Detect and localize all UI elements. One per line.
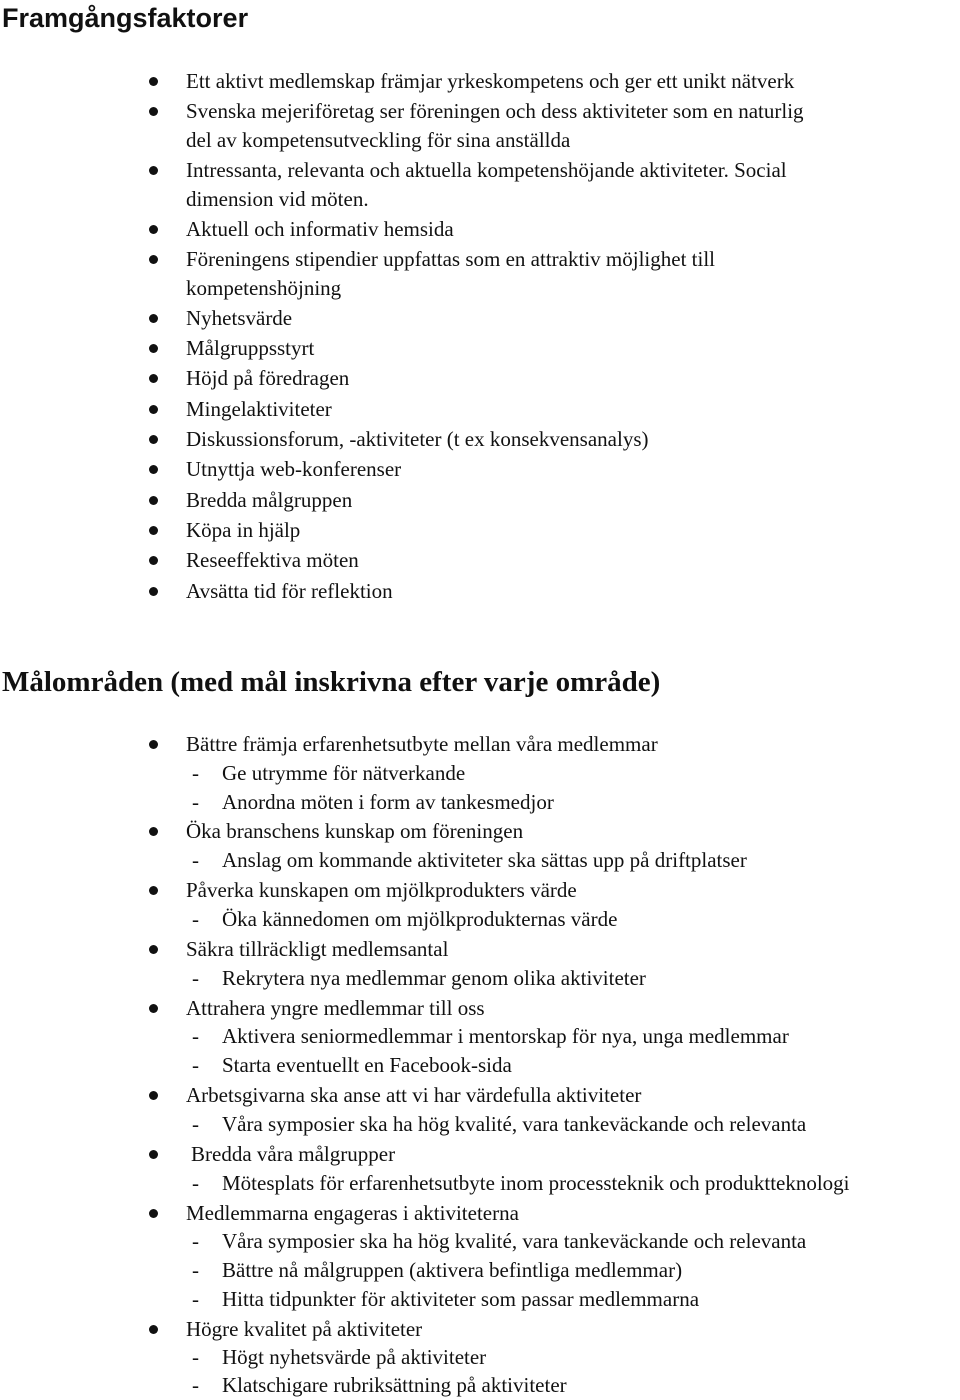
dash-marker: - [192, 1024, 199, 1048]
bullet-icon [149, 945, 158, 954]
list-item: Höjd på föredragen [186, 366, 350, 390]
bullet-icon [149, 886, 158, 895]
sub-item: Anordna möten i form av tankesmedjor [222, 790, 554, 814]
list-item: Köpa in hjälp [186, 518, 301, 542]
list-item: Föreningens stipendier uppfattas som en attraktiv möjlighet till [186, 247, 715, 271]
bullet-icon [149, 314, 158, 323]
dash-marker: - [192, 1258, 199, 1282]
dash-marker: - [192, 1112, 199, 1136]
dash-marker: - [192, 907, 199, 931]
list-item: Medlemmarna engageras i aktiviteterna [186, 1201, 519, 1225]
list-item: Aktuell och informativ hemsida [186, 217, 454, 241]
list-item: Utnyttja web-konferenser [186, 457, 402, 481]
bullet-icon [149, 827, 158, 836]
dash-marker: - [192, 1171, 199, 1195]
list-item: Intressanta, relevanta och aktuella kompetenshöjande aktiviteter. Social [186, 158, 787, 182]
bullet-icon [149, 740, 158, 749]
sub-item: Rekrytera nya medlemmar genom olika aktiviteter [222, 966, 646, 990]
bullet-icon [149, 1004, 158, 1013]
list-item: Bredda våra målgrupper [191, 1142, 396, 1166]
sub-item: Ge utrymme för nätverkande [222, 761, 466, 785]
list-item: Målgruppsstyrt [186, 336, 315, 360]
dash-marker: - [192, 848, 199, 872]
list-item: Mingelaktiviteter [186, 397, 332, 421]
bullet-icon [149, 374, 158, 383]
bullet-icon [149, 1209, 158, 1218]
sub-item: Bättre nå målgruppen (aktivera befintliga medlemmar) [222, 1258, 683, 1282]
dash-marker: - [192, 1229, 199, 1253]
dash-marker: - [192, 790, 199, 814]
sub-item: Hitta tidpunkter för aktiviteter som passar medlemmarna [222, 1287, 700, 1311]
bullet-icon [149, 1325, 158, 1334]
sub-item: Högt nyhetsvärde på aktiviteter [222, 1345, 487, 1369]
sub-item: Våra symposier ska ha hög kvalité, vara tankeväckande och relevanta [222, 1229, 807, 1253]
bullet-icon [149, 107, 158, 116]
list-item-continuation: kompetenshöjning [186, 276, 342, 300]
bullet-icon [149, 496, 158, 505]
list-item: Bättre främja erfarenhetsutbyte mellan våra medlemmar [186, 732, 658, 756]
list-item: Arbetsgivarna ska anse att vi har värdefulla aktiviteter [186, 1083, 642, 1107]
bullet-icon [149, 526, 158, 535]
section-title-framgangsfaktorer: Framgångsfaktorer [2, 3, 249, 33]
bullet-icon [149, 556, 158, 565]
bullet-icon [149, 465, 158, 474]
sub-item: Aktivera seniormedlemmar i mentorskap för nya, unga medlemmar [222, 1024, 789, 1048]
list-item: Avsätta tid för reflektion [186, 579, 393, 603]
list-item: Nyhetsvärde [186, 306, 293, 330]
list-item: Svenska mejeriföretag ser föreningen och dess aktiviteter som en naturlig [186, 99, 804, 123]
dash-marker: - [192, 1053, 199, 1077]
bullet-icon [149, 1150, 158, 1159]
list-item: Ett aktivt medlemskap främjar yrkeskompetens och ger ett unikt nätverk [186, 69, 795, 93]
bullet-icon [149, 344, 158, 353]
sub-item: Öka kännedomen om mjölkprodukternas värde [222, 907, 618, 931]
bullet-icon [149, 435, 158, 444]
bullet-icon [149, 255, 158, 264]
dash-marker: - [192, 1373, 199, 1397]
dash-marker: - [192, 1345, 199, 1369]
list-item: Reseeffektiva möten [186, 548, 359, 572]
list-item: Säkra tillräckligt medlemsantal [186, 937, 449, 961]
list-item: Attrahera yngre medlemmar till oss [186, 996, 485, 1020]
list-item-continuation: dimension vid möten. [186, 187, 369, 211]
list-item: Bredda målgruppen [186, 488, 353, 512]
sub-item: Mötesplats för erfarenhetsutbyte inom processteknik och produktteknologi [222, 1171, 850, 1195]
list-item-continuation: del av kompetensutveckling för sina anställda [186, 128, 571, 152]
bullet-icon [149, 587, 158, 596]
bullet-icon [149, 1091, 158, 1100]
dash-marker: - [192, 966, 199, 990]
sub-item: Klatschigare rubriksättning på aktiviteter [222, 1373, 567, 1397]
bullet-icon [149, 405, 158, 414]
list-item: Diskussionsforum, -aktiviteter (t ex konsekvensanalys) [186, 427, 649, 451]
section-title-malomraden: Målområden (med mål inskrivna efter varje område) [2, 666, 661, 698]
sub-item: Starta eventuellt en Facebook-sida [222, 1053, 512, 1077]
bullet-icon [149, 166, 158, 175]
sub-item: Anslag om kommande aktiviteter ska sättas upp på driftplatser [222, 848, 747, 872]
list-item: Öka branschens kunskap om föreningen [186, 819, 524, 843]
dash-marker: - [192, 1287, 199, 1311]
sub-item: Våra symposier ska ha hög kvalité, vara tankeväckande och relevanta [222, 1112, 807, 1136]
bullet-icon [149, 77, 158, 86]
list-item: Påverka kunskapen om mjölkprodukters värde [186, 878, 577, 902]
dash-marker: - [192, 761, 199, 785]
bullet-icon [149, 225, 158, 234]
list-item: Högre kvalitet på aktiviteter [186, 1317, 423, 1341]
